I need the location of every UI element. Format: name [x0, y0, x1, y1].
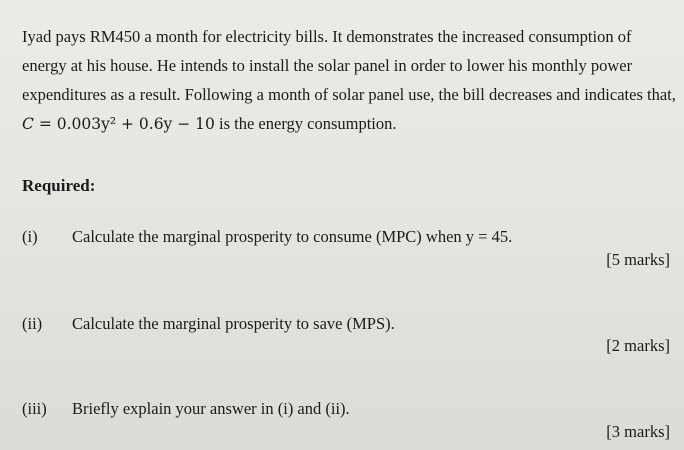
question-iii-marks: [3 marks] [606, 422, 670, 441]
question-text: Briefly explain your answer in (i) and (ii). [72, 399, 350, 418]
question-i [22, 227, 512, 247]
question-iii [22, 399, 350, 419]
required-heading: Required: [22, 176, 96, 195]
question-i-marks: [5 marks] [606, 250, 670, 269]
question-ii-marks: [2 marks] [606, 336, 670, 355]
intro-line-2: energy at his house. He intends to install the solar panel in order to lower his monthly power [22, 56, 633, 75]
equation-description: is the energy consumption. [214, 114, 397, 133]
intro-line-1: Iyad pays RM450 a month for electricity bills. It demonstrates the increased consumption of [22, 27, 632, 46]
question-number: (iii) [22, 399, 47, 418]
question-text: Calculate the marginal prosperity to save (MPS). [72, 314, 395, 333]
question-ii [22, 314, 395, 334]
equation [22, 115, 215, 133]
question-text: Calculate the marginal prosperity to consume (MPC) when y = 45. [72, 227, 513, 246]
intro-line-3: expenditures as a result. Following a month of solar panel use, the bill decreases and indicates that, [22, 85, 676, 104]
intro-paragraph [22, 22, 676, 139]
equation-rhs: = 0.003y² + 0.6y − 10 [38, 115, 215, 133]
intro-line-4 [22, 109, 666, 139]
equation-lhs: C [22, 115, 34, 133]
question-number: (i) [22, 227, 38, 246]
question-number: (ii) [22, 314, 43, 333]
